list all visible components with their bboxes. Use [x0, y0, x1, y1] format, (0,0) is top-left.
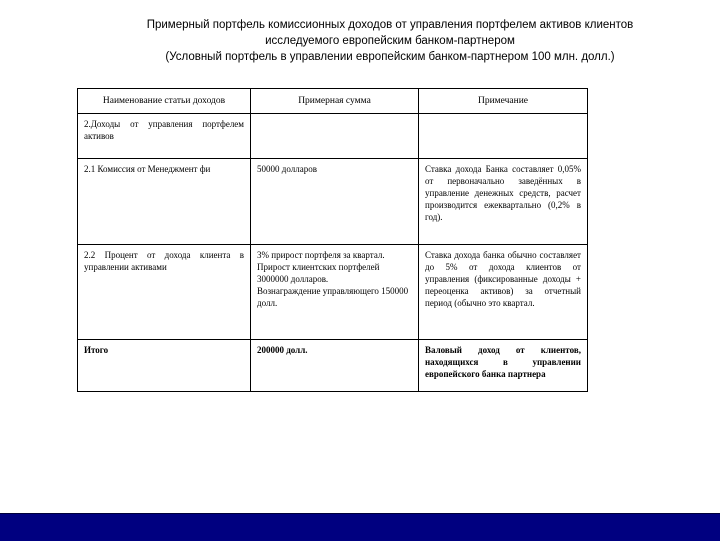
cell-name: 2.Доходы от управления портфелем активов	[78, 114, 251, 159]
cell-amount	[251, 114, 419, 159]
cell-note: Валовый доход от клиентов, находящихся в управлении европейского банка партнера	[419, 340, 588, 392]
header-amount: Примерная сумма	[251, 89, 419, 114]
amount-line: Прирост клиентских портфелей 3000000 долларов.	[257, 262, 380, 284]
title-line-3: (Условный портфель в управлении европейским банком-партнером 100 млн. долл.)	[165, 51, 615, 63]
table-row	[78, 159, 588, 245]
footer-bar	[0, 513, 720, 541]
cell-name: Итого	[78, 340, 251, 392]
amount-line: 3% прирост портфеля за квартал.	[257, 250, 385, 260]
cell-note: Ставка дохода банка обычно составляет до 5% от дохода клиентов от управления (фиксированные доходы + переоценка активов) за отчетный период (обычно это квартал.	[419, 245, 588, 340]
table-row	[78, 114, 588, 159]
title-line-1: Примерный портфель комиссионных доходов от управления портфелем активов клиентов	[146, 19, 634, 31]
header-note: Примечание	[419, 89, 588, 114]
cell-amount: 50000 долларов	[251, 159, 419, 245]
table-header-row	[78, 89, 588, 114]
cell-name: 2.1 Комиссия от Менеджмент фи	[78, 159, 251, 245]
title-line-2: исследуемого европейским банком-партнером	[265, 35, 515, 47]
table-row-total	[78, 340, 588, 392]
income-table	[77, 88, 588, 392]
cell-amount	[251, 245, 419, 340]
table-row	[78, 245, 588, 340]
header-name: Наименование статьи доходов	[78, 89, 251, 114]
cell-amount: 200000 долл.	[251, 340, 419, 392]
cell-name: 2.2 Процент от дохода клиента в управлении активами	[78, 245, 251, 340]
cell-note: Ставка дохода Банка составляет 0,05% от первоначально заведённых в управление денежных средств, расчет производится ежеквартально (0,2% в год).	[419, 159, 588, 245]
cell-note	[419, 114, 588, 159]
amount-line: Вознаграждение управляющего 150000 долл.	[257, 286, 409, 308]
slide-title	[60, 17, 720, 65]
